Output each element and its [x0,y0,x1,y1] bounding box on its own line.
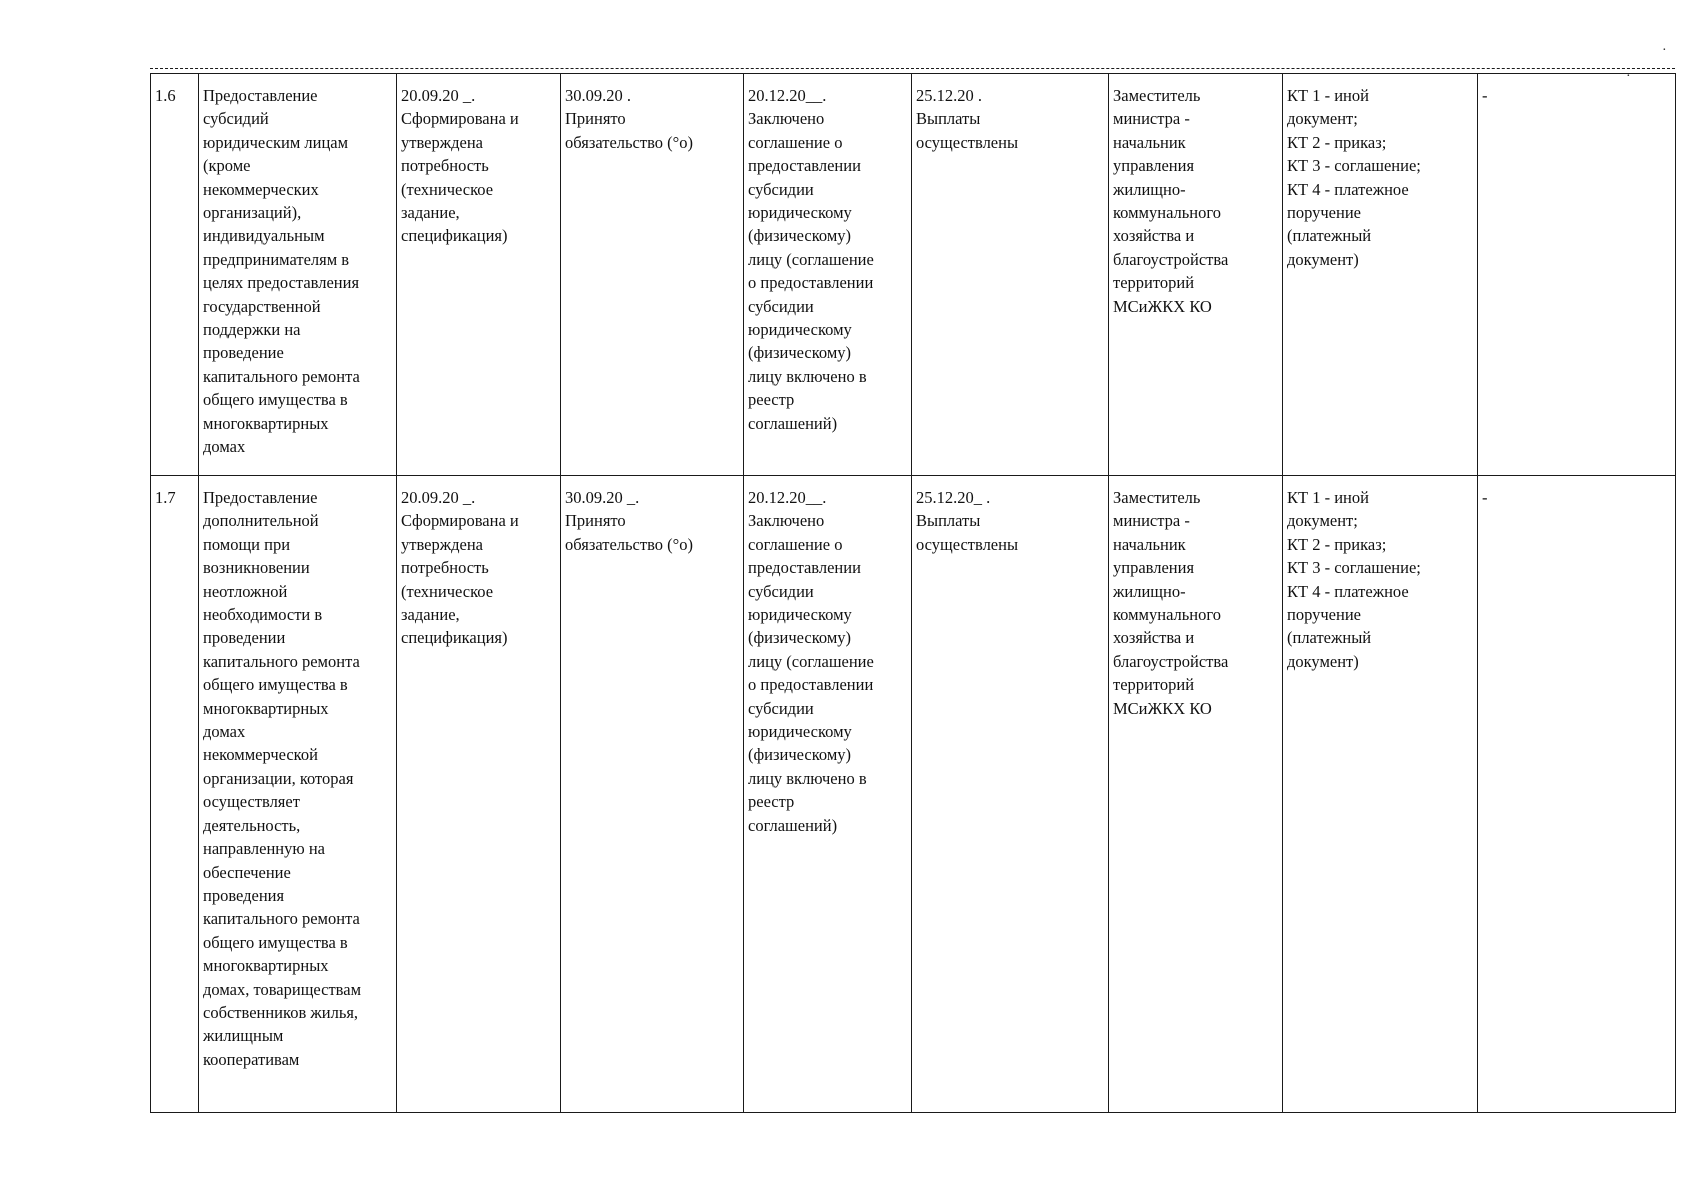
control-points-table [150,73,1676,1113]
control-point-3-cell: 20.12.20__. Заключено соглашение о предоставлении субсидии юридическому (физическому) лицу (соглашение о предоставлении субсидии юридическому (физическому) лицу включено в реестр соглашений) [744,476,912,1113]
note-cell: - [1478,74,1676,476]
table-row [151,476,1676,1113]
confirming-documents-cell: КТ 1 - иной документ; КТ 2 - приказ; КТ 3 - соглашение; КТ 4 - платежное поручение (платежный документ) [1283,74,1478,476]
scan-dot: · [1626,69,1631,84]
row-number: 1.6 [151,74,199,476]
control-point-1-cell: 20.09.20 _. Сформирована и утверждена потребность (техническое задание, спецификация) [397,74,561,476]
note-cell: - [1478,476,1676,1113]
event-name-cell: Предоставление дополнительной помощи при возникновении неотложной необходимости в проведении капитального ремонта общего имущества в многоквартирных домах некоммерческой организации, которая осуществляет деятельность, направленную на обеспечение проведения капитального ремонта общего имущества в многоквартирных домах, товариществам собственников жилья, жилищным кооперативам [199,476,397,1113]
table-top-border [150,68,1675,69]
control-point-1-cell: 20.09.20 _. Сформирована и утверждена потребность (техническое задание, спецификация) [397,476,561,1113]
responsible-person-cell: Заместитель министра - начальник управления жилищно- коммунального хозяйства и благоустройства территорий МСиЖКХ КО [1109,74,1283,476]
confirming-documents-cell: КТ 1 - иной документ; КТ 2 - приказ; КТ 3 - соглашение; КТ 4 - платежное поручение (платежный документ) [1283,476,1478,1113]
table-row [151,74,1676,476]
row-number: 1.7 [151,476,199,1113]
control-point-2-cell: 30.09.20 . Принято обязательство (°о) [561,74,744,476]
responsible-person-cell: Заместитель министра - начальник управления жилищно- коммунального хозяйства и благоустройства территорий МСиЖКХ КО [1109,476,1283,1113]
control-point-2-cell: 30.09.20 _. Принято обязательство (°о) [561,476,744,1113]
scan-dot: · [1662,43,1667,58]
control-point-4-cell: 25.12.20_ . Выплаты осуществлены [912,476,1109,1113]
control-point-3-cell: 20.12.20__. Заключено соглашение о предоставлении субсидии юридическому (физическому) лицу (соглашение о предоставлении субсидии юридическому (физическому) лицу включено в реестр соглашений) [744,74,912,476]
control-point-4-cell: 25.12.20 . Выплаты осуществлены [912,74,1109,476]
event-name-cell: Предоставление субсидий юридическим лицам (кроме некоммерческих организаций), индивидуальным предпринимателям в целях предоставления государственной поддержки на проведение капитального ремонта общего имущества в многоквартирных домах [199,74,397,476]
